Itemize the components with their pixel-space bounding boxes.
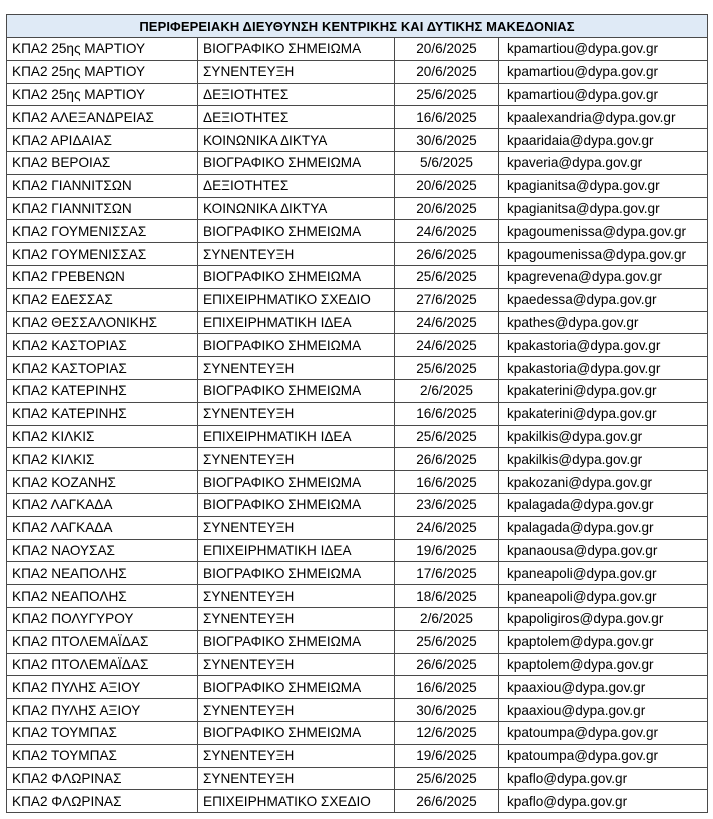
table-row <box>7 265 708 288</box>
date-cell: 23/6/2025 <box>395 493 499 516</box>
email-cell: kpakastoria@dypa.gov.gr <box>499 334 708 357</box>
table-row <box>7 699 708 722</box>
date-cell: 26/6/2025 <box>395 448 499 471</box>
topic-cell: ΕΠΙΧΕΙΡΗΜΑΤΙΚΟ ΣΧΕΔΙΟ <box>198 790 395 813</box>
table-row <box>7 60 708 83</box>
topic-cell: ΒΙΟΓΡΑΦΙΚΟ ΣΗΜΕΙΩΜΑ <box>198 151 395 174</box>
topic-cell: ΣΥΝΕΝΤΕΥΞΗ <box>198 402 395 425</box>
table-row <box>7 38 708 61</box>
email-cell: kpakaterini@dypa.gov.gr <box>499 379 708 402</box>
office-cell: ΚΠΑ2 ΝΕΑΠΟΛΗΣ <box>7 585 198 608</box>
date-cell: 25/6/2025 <box>395 83 499 106</box>
topic-cell: ΒΙΟΓΡΑΦΙΚΟ ΣΗΜΕΙΩΜΑ <box>198 265 395 288</box>
email-cell: kpakastoria@dypa.gov.gr <box>499 357 708 380</box>
email-cell: kpaaxiou@dypa.gov.gr <box>499 699 708 722</box>
date-cell: 18/6/2025 <box>395 585 499 608</box>
date-cell: 24/6/2025 <box>395 220 499 243</box>
table-row <box>7 744 708 767</box>
office-cell: ΚΠΑ2 ΒΕΡΟΙΑΣ <box>7 151 198 174</box>
email-cell: kpaalexandria@dypa.gov.gr <box>499 106 708 129</box>
table-row <box>7 197 708 220</box>
topic-cell: ΣΥΝΕΝΤΕΥΞΗ <box>198 767 395 790</box>
date-cell: 25/6/2025 <box>395 630 499 653</box>
date-cell: 16/6/2025 <box>395 471 499 494</box>
topic-cell: ΣΥΝΕΝΤΕΥΞΗ <box>198 357 395 380</box>
office-cell: ΚΠΑ2 ΠΥΛΗΣ ΑΞΙΟΥ <box>7 676 198 699</box>
office-cell: ΚΠΑ2 ΓΟΥΜΕΝΙΣΣΑΣ <box>7 243 198 266</box>
topic-cell: ΔΕΞΙΟΤΗΤΕΣ <box>198 174 395 197</box>
email-cell: kpakozani@dypa.gov.gr <box>499 471 708 494</box>
date-cell: 25/6/2025 <box>395 357 499 380</box>
email-cell: kpagrevena@dypa.gov.gr <box>499 265 708 288</box>
email-cell: kpanaousa@dypa.gov.gr <box>499 539 708 562</box>
table-row <box>7 448 708 471</box>
date-cell: 2/6/2025 <box>395 379 499 402</box>
date-cell: 19/6/2025 <box>395 539 499 562</box>
email-cell: kpapoligiros@dypa.gov.gr <box>499 607 708 630</box>
date-cell: 19/6/2025 <box>395 744 499 767</box>
email-cell: kpalagada@dypa.gov.gr <box>499 516 708 539</box>
table-row <box>7 516 708 539</box>
date-cell: 26/6/2025 <box>395 790 499 813</box>
topic-cell: ΚΟΙΝΩΝΙΚΑ ΔΙΚΤΥΑ <box>198 197 395 220</box>
office-cell: ΚΠΑ2 ΛΑΓΚΑΔΑ <box>7 516 198 539</box>
office-cell: ΚΠΑ2 ΠΤΟΛΕΜΑΪΔΑΣ <box>7 630 198 653</box>
topic-cell: ΔΕΞΙΟΤΗΤΕΣ <box>198 83 395 106</box>
table-row <box>7 220 708 243</box>
office-cell: ΚΠΑ2 25ης ΜΑΡΤΙΟΥ <box>7 38 198 61</box>
office-cell: ΚΠΑ2 ΤΟΥΜΠΑΣ <box>7 721 198 744</box>
email-cell: kpaaxiou@dypa.gov.gr <box>499 676 708 699</box>
table-row <box>7 288 708 311</box>
topic-cell: ΒΙΟΓΡΑΦΙΚΟ ΣΗΜΕΙΩΜΑ <box>198 721 395 744</box>
email-cell: kpaaridaia@dypa.gov.gr <box>499 129 708 152</box>
topic-cell: ΣΥΝΕΝΤΕΥΞΗ <box>198 585 395 608</box>
date-cell: 30/6/2025 <box>395 699 499 722</box>
table-row <box>7 379 708 402</box>
topic-cell: ΣΥΝΕΝΤΕΥΞΗ <box>198 243 395 266</box>
date-cell: 25/6/2025 <box>395 767 499 790</box>
email-cell: kpakaterini@dypa.gov.gr <box>499 402 708 425</box>
office-cell: ΚΠΑ2 ΚΑΣΤΟΡΙΑΣ <box>7 357 198 380</box>
email-cell: kpaveria@dypa.gov.gr <box>499 151 708 174</box>
topic-cell: ΕΠΙΧΕΙΡΗΜΑΤΙΚΗ ΙΔΕΑ <box>198 311 395 334</box>
date-cell: 24/6/2025 <box>395 516 499 539</box>
email-cell: kpaptolem@dypa.gov.gr <box>499 653 708 676</box>
topic-cell: ΒΙΟΓΡΑΦΙΚΟ ΣΗΜΕΙΩΜΑ <box>198 676 395 699</box>
table-row <box>7 425 708 448</box>
table-row <box>7 767 708 790</box>
table-row <box>7 106 708 129</box>
table-row <box>7 402 708 425</box>
office-cell: ΚΠΑ2 ΓΟΥΜΕΝΙΣΣΑΣ <box>7 220 198 243</box>
topic-cell: ΒΙΟΓΡΑΦΙΚΟ ΣΗΜΕΙΩΜΑ <box>198 38 395 61</box>
table-row <box>7 676 708 699</box>
title-row <box>7 15 708 38</box>
email-cell: kpagianitsa@dypa.gov.gr <box>499 174 708 197</box>
date-cell: 16/6/2025 <box>395 402 499 425</box>
table-row <box>7 83 708 106</box>
office-cell: ΚΠΑ2 ΠΤΟΛΕΜΑΪΔΑΣ <box>7 653 198 676</box>
email-cell: kpamartiou@dypa.gov.gr <box>499 83 708 106</box>
email-cell: kpaneapoli@dypa.gov.gr <box>499 585 708 608</box>
office-cell: ΚΠΑ2 ΘΕΣΣΑΛΟΝΙΚΗΣ <box>7 311 198 334</box>
table-row <box>7 243 708 266</box>
email-cell: kpatoumpa@dypa.gov.gr <box>499 744 708 767</box>
table-row <box>7 174 708 197</box>
date-cell: 5/6/2025 <box>395 151 499 174</box>
date-cell: 16/6/2025 <box>395 676 499 699</box>
table-row <box>7 129 708 152</box>
date-cell: 25/6/2025 <box>395 265 499 288</box>
office-cell: ΚΠΑ2 ΤΟΥΜΠΑΣ <box>7 744 198 767</box>
office-cell: ΚΠΑ2 ΑΛΕΞΑΝΔΡΕΙΑΣ <box>7 106 198 129</box>
topic-cell: ΣΥΝΕΝΤΕΥΞΗ <box>198 448 395 471</box>
schedule-table <box>6 14 708 813</box>
topic-cell: ΕΠΙΧΕΙΡΗΜΑΤΙΚΗ ΙΔΕΑ <box>198 539 395 562</box>
topic-cell: ΒΙΟΓΡΑΦΙΚΟ ΣΗΜΕΙΩΜΑ <box>198 630 395 653</box>
table-row <box>7 790 708 813</box>
topic-cell: ΒΙΟΓΡΑΦΙΚΟ ΣΗΜΕΙΩΜΑ <box>198 471 395 494</box>
email-cell: kpakilkis@dypa.gov.gr <box>499 425 708 448</box>
office-cell: ΚΠΑ2 ΦΛΩΡΙΝΑΣ <box>7 767 198 790</box>
email-cell: kpagoumenissa@dypa.gov.gr <box>499 220 708 243</box>
email-cell: kpamartiou@dypa.gov.gr <box>499 38 708 61</box>
topic-cell: ΒΙΟΓΡΑΦΙΚΟ ΣΗΜΕΙΩΜΑ <box>198 334 395 357</box>
office-cell: ΚΠΑ2 ΚΙΛΚΙΣ <box>7 448 198 471</box>
date-cell: 17/6/2025 <box>395 562 499 585</box>
topic-cell: ΒΙΟΓΡΑΦΙΚΟ ΣΗΜΕΙΩΜΑ <box>198 220 395 243</box>
office-cell: ΚΠΑ2 ΚΑΣΤΟΡΙΑΣ <box>7 334 198 357</box>
email-cell: kpathes@dypa.gov.gr <box>499 311 708 334</box>
email-cell: kpaptolem@dypa.gov.gr <box>499 630 708 653</box>
office-cell: ΚΠΑ2 ΛΑΓΚΑΔΑ <box>7 493 198 516</box>
email-cell: kpagoumenissa@dypa.gov.gr <box>499 243 708 266</box>
table-row <box>7 607 708 630</box>
date-cell: 24/6/2025 <box>395 334 499 357</box>
date-cell: 20/6/2025 <box>395 60 499 83</box>
office-cell: ΚΠΑ2 ΝΑΟΥΣΑΣ <box>7 539 198 562</box>
office-cell: ΚΠΑ2 ΑΡΙΔΑΙΑΣ <box>7 129 198 152</box>
topic-cell: ΣΥΝΕΝΤΕΥΞΗ <box>198 607 395 630</box>
email-cell: kpaneapoli@dypa.gov.gr <box>499 562 708 585</box>
office-cell: ΚΠΑ2 ΠΟΛΥΓΥΡΟΥ <box>7 607 198 630</box>
date-cell: 30/6/2025 <box>395 129 499 152</box>
topic-cell: ΕΠΙΧΕΙΡΗΜΑΤΙΚΟ ΣΧΕΔΙΟ <box>198 288 395 311</box>
date-cell: 24/6/2025 <box>395 311 499 334</box>
table-row <box>7 630 708 653</box>
office-cell: ΚΠΑ2 ΓΙΑΝΝΙΤΣΩΝ <box>7 197 198 220</box>
office-cell: ΚΠΑ2 ΚΑΤΕΡΙΝΗΣ <box>7 379 198 402</box>
table-row <box>7 311 708 334</box>
table-row <box>7 721 708 744</box>
topic-cell: ΔΕΞΙΟΤΗΤΕΣ <box>198 106 395 129</box>
table-row <box>7 151 708 174</box>
topic-cell: ΚΟΙΝΩΝΙΚΑ ΔΙΚΤΥΑ <box>198 129 395 152</box>
office-cell: ΚΠΑ2 ΝΕΑΠΟΛΗΣ <box>7 562 198 585</box>
date-cell: 26/6/2025 <box>395 243 499 266</box>
table-row <box>7 653 708 676</box>
email-cell: kpaflo@dypa.gov.gr <box>499 790 708 813</box>
topic-cell: ΒΙΟΓΡΑΦΙΚΟ ΣΗΜΕΙΩΜΑ <box>198 379 395 402</box>
office-cell: ΚΠΑ2 ΓΙΑΝΝΙΤΣΩΝ <box>7 174 198 197</box>
office-cell: ΚΠΑ2 ΚΙΛΚΙΣ <box>7 425 198 448</box>
table-row <box>7 493 708 516</box>
email-cell: kpatoumpa@dypa.gov.gr <box>499 721 708 744</box>
office-cell: ΚΠΑ2 ΚΟΖΑΝΗΣ <box>7 471 198 494</box>
date-cell: 27/6/2025 <box>395 288 499 311</box>
table-row <box>7 357 708 380</box>
office-cell: ΚΠΑ2 ΦΛΩΡΙΝΑΣ <box>7 790 198 813</box>
office-cell: ΚΠΑ2 25ης ΜΑΡΤΙΟΥ <box>7 60 198 83</box>
topic-cell: ΣΥΝΕΝΤΕΥΞΗ <box>198 653 395 676</box>
date-cell: 20/6/2025 <box>395 174 499 197</box>
date-cell: 12/6/2025 <box>395 721 499 744</box>
table-row <box>7 539 708 562</box>
table-title: ΠΕΡΙΦΕΡΕΙΑΚΗ ΔΙΕΥΘΥΝΣΗ ΚΕΝΤΡΙΚΗΣ ΚΑΙ ΔΥΤΙΚΗΣ ΜΑΚΕΔΟΝΙΑΣ <box>7 15 708 38</box>
topic-cell: ΣΥΝΕΝΤΕΥΞΗ <box>198 60 395 83</box>
topic-cell: ΣΥΝΕΝΤΕΥΞΗ <box>198 699 395 722</box>
table-row <box>7 334 708 357</box>
table-row <box>7 585 708 608</box>
email-cell: kpamartiou@dypa.gov.gr <box>499 60 708 83</box>
office-cell: ΚΠΑ2 ΓΡΕΒΕΝΩΝ <box>7 265 198 288</box>
topic-cell: ΣΥΝΕΝΤΕΥΞΗ <box>198 516 395 539</box>
office-cell: ΚΠΑ2 25ης ΜΑΡΤΙΟΥ <box>7 83 198 106</box>
date-cell: 26/6/2025 <box>395 653 499 676</box>
office-cell: ΚΠΑ2 ΠΥΛΗΣ ΑΞΙΟΥ <box>7 699 198 722</box>
table-row <box>7 562 708 585</box>
email-cell: kpaflo@dypa.gov.gr <box>499 767 708 790</box>
date-cell: 20/6/2025 <box>395 197 499 220</box>
email-cell: kpaedessa@dypa.gov.gr <box>499 288 708 311</box>
topic-cell: ΕΠΙΧΕΙΡΗΜΑΤΙΚΗ ΙΔΕΑ <box>198 425 395 448</box>
email-cell: kpakilkis@dypa.gov.gr <box>499 448 708 471</box>
email-cell: kpagianitsa@dypa.gov.gr <box>499 197 708 220</box>
topic-cell: ΒΙΟΓΡΑΦΙΚΟ ΣΗΜΕΙΩΜΑ <box>198 493 395 516</box>
office-cell: ΚΠΑ2 ΕΔΕΣΣΑΣ <box>7 288 198 311</box>
topic-cell: ΒΙΟΓΡΑΦΙΚΟ ΣΗΜΕΙΩΜΑ <box>198 562 395 585</box>
topic-cell: ΣΥΝΕΝΤΕΥΞΗ <box>198 744 395 767</box>
table-row <box>7 471 708 494</box>
date-cell: 20/6/2025 <box>395 38 499 61</box>
date-cell: 16/6/2025 <box>395 106 499 129</box>
table-body <box>7 15 708 813</box>
email-cell: kpalagada@dypa.gov.gr <box>499 493 708 516</box>
office-cell: ΚΠΑ2 ΚΑΤΕΡΙΝΗΣ <box>7 402 198 425</box>
date-cell: 2/6/2025 <box>395 607 499 630</box>
date-cell: 25/6/2025 <box>395 425 499 448</box>
